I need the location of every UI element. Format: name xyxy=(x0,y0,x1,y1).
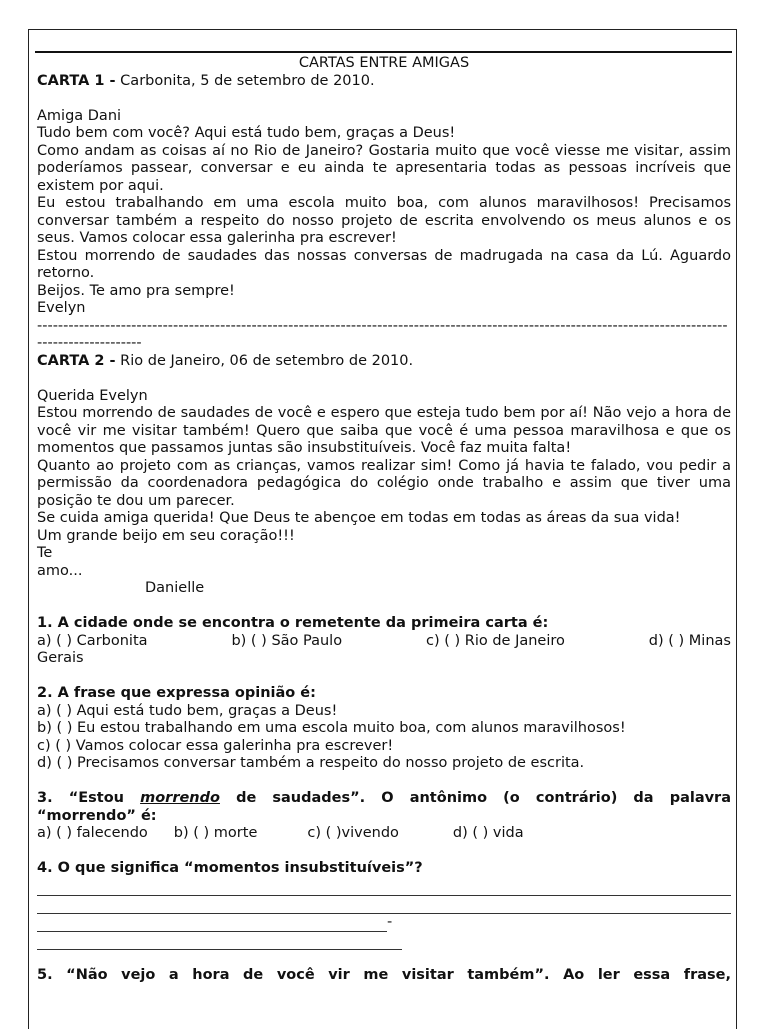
answer-line[interactable] xyxy=(37,932,402,950)
letter1-paragraph: Eu estou trabalhando em uma escola muito boa, com alunos maravilhosos! Precisamos conversar também a respeito do nosso projeto de escrita envolvendo os meus alunos e os seus. Vamos colocar essa galerinha pra escrever! xyxy=(37,195,731,246)
letter1-closing: Beijos. Te amo pra sempre! xyxy=(37,282,235,299)
q3-option-c[interactable]: c) ( )vivendo xyxy=(307,825,399,841)
question-4: 4. O que significa “momentos insubstituíveis”? xyxy=(37,860,423,876)
answer-line[interactable] xyxy=(37,896,731,914)
q2-option-d[interactable]: d) ( ) Precisamos conversar também a respeito do nosso projeto de escrita. xyxy=(37,755,585,771)
letter2-paragraph: Se cuida amiga querida! Que Deus te abençoe em todas em todas as áreas da sua vida! xyxy=(37,510,681,526)
q2-option-b[interactable]: b) ( ) Eu estou trabalhando em uma escola muito boa, com alunos maravilhosos! xyxy=(37,720,626,736)
q3-option-d[interactable]: d) ( ) vida xyxy=(452,825,524,841)
q2-option-a[interactable]: a) ( ) Aqui está tudo bem, graças a Deus! xyxy=(37,702,338,719)
answer-line-dash: - xyxy=(387,914,393,930)
question-3-continued: “morrendo” é: xyxy=(37,807,157,824)
q3-highlighted-word: morrendo xyxy=(140,790,220,806)
letter1-label: CARTA 1 - xyxy=(37,72,116,89)
q1-option-b[interactable]: b) ( ) São Paulo xyxy=(231,632,343,649)
letter1-heading xyxy=(37,73,731,91)
letter1-paragraph: Como andam as coisas aí no Rio de Janeiro? Gostaria muito que você viesse me visitar, assim poderíamos passear, conversar e eu ainda te apresentaria todas as pessoas incríveis que existem por aqui. xyxy=(37,142,731,194)
q1-option-d[interactable]: d) ( ) Minas xyxy=(648,632,731,649)
answer-line[interactable] xyxy=(37,878,731,896)
separator-line: -------------------- xyxy=(37,335,142,351)
question-3-options xyxy=(37,825,731,843)
document-title: CARTAS ENTRE AMIGAS xyxy=(298,55,470,71)
letter1-greeting: Amiga Dani xyxy=(37,107,122,124)
letter1-signature: Evelyn xyxy=(37,300,86,316)
question-2: 2. A frase que expressa opinião é: xyxy=(37,685,316,701)
letter2-paragraph: Um grande beijo em seu coração!!! xyxy=(37,527,295,544)
answer-line-row xyxy=(37,914,731,932)
letter2-heading xyxy=(37,353,731,371)
q3-option-a[interactable]: a) ( ) falecendo xyxy=(37,825,148,841)
separator-line: ------------------------------------------------------------------------------------------------------------------------------------ xyxy=(37,317,728,334)
q3-text: 3. “Estou xyxy=(37,790,141,806)
letter2-paragraph: Estou morrendo de saudades de você e espero que esteja tudo bem por aí! Não vejo a hora de você vir me visitar também! Quero que saiba que você é uma pessoa maravilhosa e que os momentos que passamos juntas são insubstituíveis. Você faz muita falta! xyxy=(37,405,731,456)
letter1-place-date: Carbonita, 5 de setembro de 2010. xyxy=(115,72,375,89)
top-rule xyxy=(35,51,732,53)
q1-option-c[interactable]: c) ( ) Rio de Janeiro xyxy=(425,632,565,649)
q3-option-b[interactable]: b) ( ) morte xyxy=(173,825,258,841)
question-5: 5. “Não vejo a hora de você vir me visitar também”. Ao ler essa frase, xyxy=(37,967,731,983)
letter2-closing: amo... xyxy=(37,562,83,579)
letter1-paragraph: Tudo bem com você? Aqui está tudo bem, graças a Deus! xyxy=(37,125,456,141)
q1-option-d-continued: Gerais xyxy=(37,650,84,666)
q3-text: de saudades”. O antônimo (o contrário) da palavra xyxy=(219,790,731,806)
answer-line[interactable] xyxy=(37,914,387,932)
letter1-paragraph: Estou morrendo de saudades das nossas conversas de madrugada na casa da Lú. Aguardo retorno. xyxy=(37,247,731,281)
question-1-options xyxy=(37,633,731,651)
q2-option-c[interactable]: c) ( ) Vamos colocar essa galerinha pra escrever! xyxy=(37,737,394,754)
letter2-paragraph: Quanto ao projeto com as crianças, vamos realizar sim! Como já havia te falado, vou pedir a permissão da coordenadora pedagógica do colégio onde trabalho e assim que tiver uma posição te dou um parecer. xyxy=(37,457,731,509)
q1-option-a[interactable]: a) ( ) Carbonita xyxy=(37,632,148,649)
letter2-place-date: Rio de Janeiro, 06 de setembro de 2010. xyxy=(115,352,414,369)
letter2-signature: Danielle xyxy=(145,580,205,596)
letter2-label: CARTA 2 - xyxy=(37,352,116,369)
question-1: 1. A cidade onde se encontra o remetente da primeira carta é: xyxy=(37,615,549,631)
document-body xyxy=(37,55,731,983)
letter2-closing: Te xyxy=(37,545,53,561)
letter2-greeting: Querida Evelyn xyxy=(37,387,148,404)
question-3 xyxy=(37,790,731,808)
